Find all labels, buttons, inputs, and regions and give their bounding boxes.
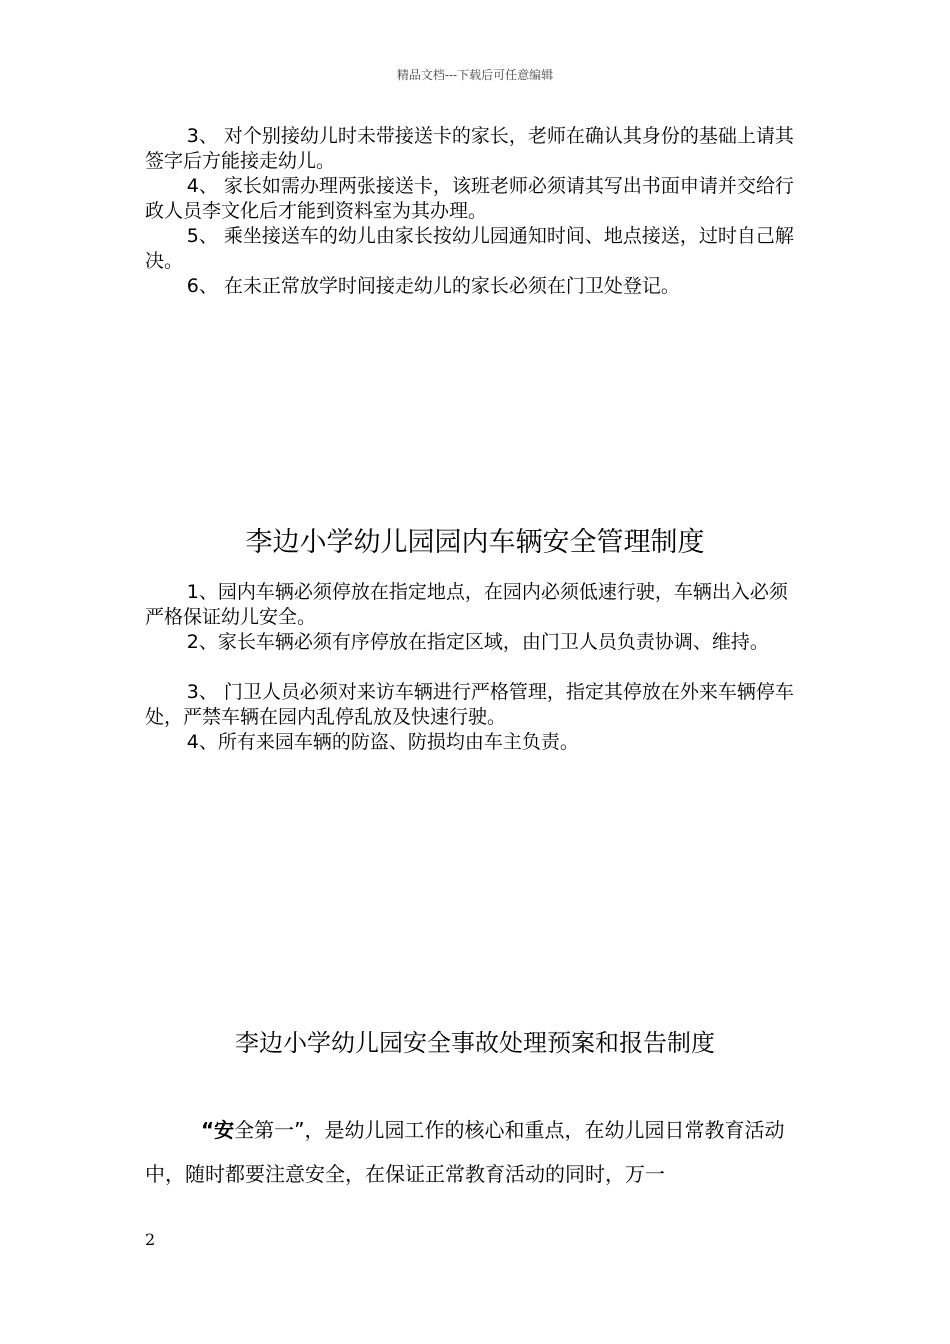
vehicle-safety-title: 李边小学幼儿园园内车辆安全管理制度 — [245, 527, 705, 558]
pickup-rule-3: 3、 对个别接幼儿时未带接送卡的家长，老师在确认其身份的基础上请其签字后方能接走幼儿。 — [145, 125, 794, 172]
vehicle-rule-2: 2、家长车辆必须有序停放在指定区域，由门卫人员负责协调、维持。 — [186, 631, 769, 653]
vehicle-rule-3: 3、 门卫人员必须对来访车辆进行严格管理，指定其停放在外来车辆停车处，严禁车辆在园内乱停乱放及快速行驶。 — [145, 681, 794, 728]
accident-plan-intro — [145, 1108, 805, 1196]
pickup-rule-6: 6、 在未正常放学时间接走幼儿的家长必须在门卫处登记。 — [186, 275, 680, 297]
pickup-rule-5: 5、 乘坐接送车的幼儿由家长按幼儿园通知时间、地点接送，过时自己解决。 — [145, 225, 794, 272]
intro-bold-lead: “安 — [201, 1118, 235, 1142]
intro-text: 全第一”，是幼儿园工作的核心和重点，在幼儿园日常教育活动中，随时都要注意安全，在保证正常教育活动的同时，万一 — [145, 1118, 785, 1186]
vehicle-rule-4: 4、所有来园车辆的防盗、防损均由车主负责。 — [186, 731, 579, 753]
pickup-rule-4: 4、 家长如需办理两张接送卡，该班老师必须请其写出书面申请并交给行政人员李文化后才能到资料室为其办理。 — [145, 175, 794, 222]
accident-plan-title: 李边小学幼儿园安全事故处理预案和报告制度 — [235, 1029, 715, 1057]
page-number: 2 — [145, 1230, 156, 1249]
page-header: 精品文档---下载后可任意编辑 — [396, 68, 554, 82]
vehicle-rule-1: 1、园内车辆必须停放在指定地点，在园内必须低速行驶，车辆出入必须严格保证幼儿安全。 — [145, 581, 788, 628]
